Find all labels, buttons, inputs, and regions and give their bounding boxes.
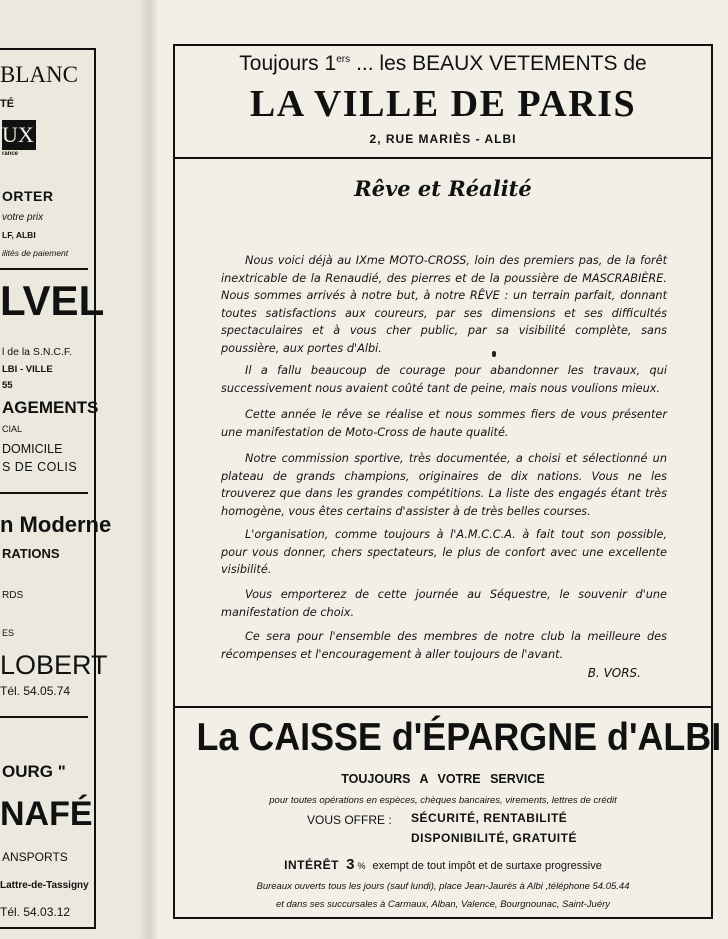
header-tagline: Toujours 1ers ... les BEAUX VETEMENTS de <box>239 52 647 75</box>
store-address: 2, RUE MARIÈS - ALBI <box>369 132 517 146</box>
bank-divider <box>175 706 711 708</box>
page-frame <box>173 44 722 919</box>
ad4-phone: Tél. 54.03.12 <box>0 905 71 919</box>
bank-offer-security: SÉCURITÉ, RENTABILITÉ <box>411 811 568 825</box>
ad2-title: LVEL <box>0 277 105 324</box>
ad3-line1: RATIONS <box>2 546 60 561</box>
ad2-line5: CIAL <box>2 424 23 434</box>
ad1-word: ORTER <box>2 188 54 204</box>
ad4-line2: ANSPORTS <box>2 850 68 864</box>
ad1-line3: ilités de paiement <box>2 248 69 258</box>
article-paragraph-4: Notre commission sportive, très documentée, a choisi et sélectionné un plateau de grands champions, originaires de dix nations. Vous ne les trouverez que dans les grandes compétitions. La liste des engagés étant très homogène, vous êtes certains d'assister à de très belles courses. <box>221 452 667 518</box>
ad1-logo-sub: rance <box>2 151 19 157</box>
ad3-line2: RDS <box>2 590 24 601</box>
bank-operations: pour toutes opérations en espèces, chèques bancaires, virements, lettres de crédit <box>269 795 617 806</box>
ad-separator <box>0 492 88 494</box>
ad3-title: n Moderne <box>0 512 112 537</box>
ad-separator <box>0 268 88 270</box>
bank-hours: Bureaux ouverts tous les jours (sauf lundi), place Jean-Jaurès à Albi ,téléphone 54.05.44 <box>256 881 630 892</box>
article-paragraph-5: L'organisation, comme toujours à l'A.M.C.C.A. à fait tout son possible, pour vous donner, chers spectateurs, le plus de confort avec une excellente visibilité. <box>221 528 667 577</box>
left-page-fragment <box>0 0 150 939</box>
header-divider <box>175 157 711 159</box>
ad2-line2: LBI - VILLE <box>2 364 53 375</box>
bank-branches: et dans ses succursales à Carmaux, Alban, Valence, Bourgnounac, Saint-Juéry <box>275 899 611 910</box>
ad1-logo: UX <box>2 120 36 150</box>
ad1-line2: LF, ALBI <box>2 230 36 240</box>
bank-name: La CAISSE d'ÉPARGNE d'ALBI <box>196 716 722 759</box>
ad4-line3: Lattre-de-Tassigny <box>0 880 89 891</box>
ad1-line1: votre prix <box>2 212 44 223</box>
bank-offers-label: VOUS OFFRE : <box>307 813 392 827</box>
ad2-line3: 55 <box>2 380 13 391</box>
ad4-title: NAFÉ <box>0 795 93 833</box>
page-gutter <box>140 0 158 939</box>
ad-separator <box>0 716 88 718</box>
article-paragraph-7: Ce sera pour l'ensemble des membres de notre club la meilleure des récompenses et l'encouragement à aller toujours de l'avant. <box>221 630 667 661</box>
bank-interest: INTÉRÊT 3 % exempt de tout impôt et de surtaxe progressive <box>284 856 602 873</box>
article-title: Rêve et Réalité <box>354 176 532 201</box>
ad4-line1: OURG " <box>2 762 66 781</box>
ad3-line3: ES <box>2 628 15 638</box>
ad1-title: BLANC <box>0 62 78 87</box>
bank-tagline: TOUJOURS A VOTRE SERVICE <box>341 772 545 786</box>
ad2-line4: AGEMENTS <box>2 398 99 417</box>
store-name: LA VILLE DE PARIS <box>249 83 637 125</box>
ad2-line6: DOMICILE <box>2 442 63 456</box>
ad2-line7: S DE COLIS <box>2 460 78 474</box>
article-paragraph-1: Nous voici déjà au IXme MOTO-CROSS, loin des premiers pas, de la forêt inextricable de la Renaudié, des pierres et de la poussière de MASCRABIÈRE. Nous sommes arrivés à notre but, à notre RÊVE : un terrain parfait, donnant toutes satisfactions aux coureurs, par ses dimensions et ses difficultés spectaculaires et à vous cher public, par sa visibilité complète, sans poussière, aux portes d'Albi. <box>221 254 667 355</box>
article-paragraph-6: Vous emporterez de cette journée au Séquestre, le souvenir d'une manifestation de choix. <box>221 588 667 619</box>
left-page-frame <box>0 48 112 929</box>
ink-speck <box>492 351 496 357</box>
article-signature: B. VORS. <box>587 666 641 680</box>
bank-offer-availability: DISPONIBILITÉ, GRATUITÉ <box>411 831 577 845</box>
ad3-phone: Tél. 54.05.74 <box>0 684 71 698</box>
article-paragraph-2: Il a fallu beaucoup de courage pour abandonner les travaux, qui successivement nous avaient coûté tant de peine, mais nous voulions mieux. <box>221 364 667 395</box>
ad2-line1: l de la S.N.C.F. <box>2 346 73 358</box>
article-paragraph-3: Cette année le rêve se réalise et nous sommes fiers de vous présenter une manifestation de Moto-Cross de haute qualité. <box>221 408 667 439</box>
ad1-subtitle: TÉ <box>0 98 15 110</box>
ad3-name: LOBERT <box>0 650 108 680</box>
